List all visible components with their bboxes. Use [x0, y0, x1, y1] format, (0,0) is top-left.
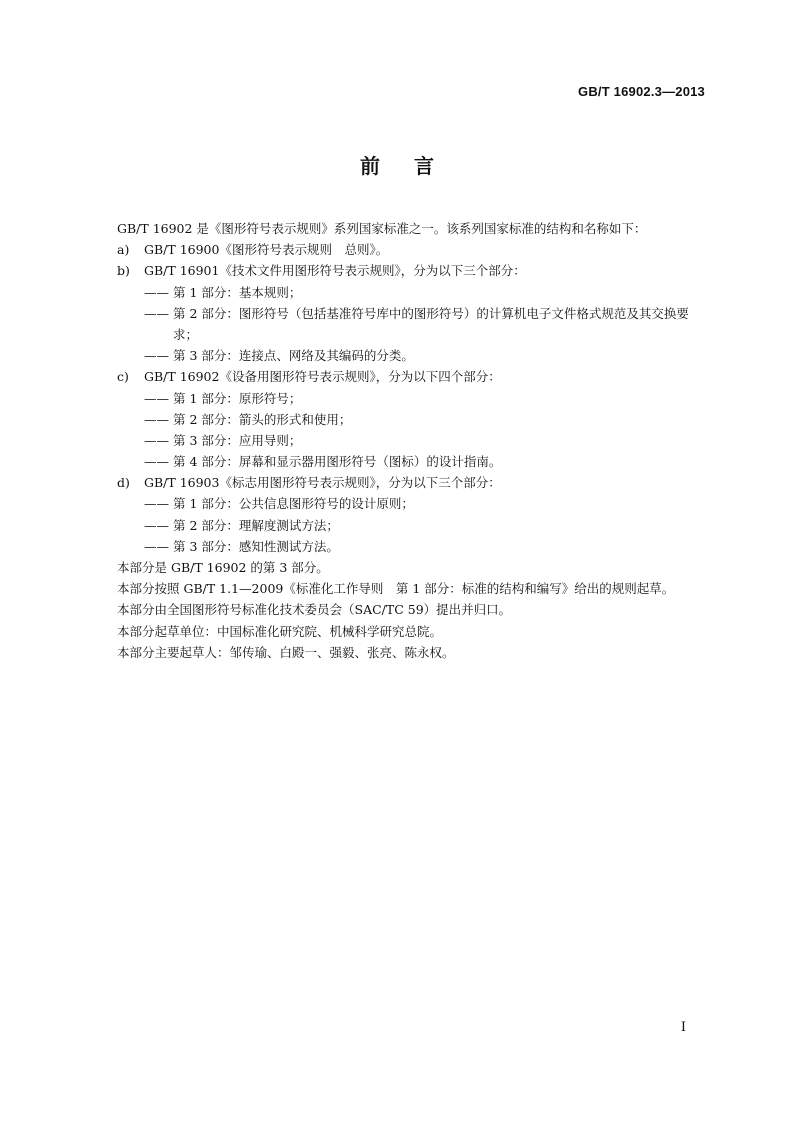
dash-mark: ——: [144, 411, 169, 427]
intro-paragraph: GB/T 16902 是《图形符号表示规则》系列国家标准之一。该系列国家标准的结构和名称如下：: [117, 221, 647, 236]
sub-item-text: 第 1 部分：原形符号；: [173, 390, 302, 406]
sub-item: [117, 303, 707, 345]
sub-item-text: 第 1 部分：公共信息图形符号的设计原则；: [173, 496, 414, 512]
dash-mark: ——: [144, 517, 169, 533]
sub-item-text: 第 2 部分：箭头的形式和使用；: [173, 411, 352, 427]
proposer-paragraph: 本部分由全国图形符号标准化技术委员会（SAC/TC 59）提出并归口。: [117, 602, 512, 618]
dash-mark: ——: [144, 284, 169, 300]
list-letter: c): [117, 369, 129, 385]
list-item-c: [117, 366, 707, 387]
sub-item: [117, 409, 707, 430]
dash-mark: ——: [144, 496, 169, 512]
dash-mark: ——: [144, 432, 169, 448]
list-text: GB/T 16902《设备用图形符号表示规则》，分为以下四个部分：: [144, 369, 501, 385]
dash-mark: ——: [144, 454, 169, 470]
sub-item-text: 第 3 部分：感知性测试方法。: [173, 538, 339, 554]
sub-item-text: 第 3 部分：连接点、网络及其编码的分类。: [173, 348, 414, 364]
dash-mark: ——: [144, 348, 169, 364]
page-title: 前言: [360, 154, 468, 178]
sub-item-text: 第 3 部分：应用导则；: [173, 432, 302, 448]
sub-item: [117, 493, 707, 514]
dash-mark: ——: [144, 390, 169, 406]
list-text: GB/T 16900《图形符号表示规则 总则》。: [144, 242, 389, 258]
sub-item: [117, 388, 707, 409]
sub-item-text: 第 2 部分：图形符号（包括基准符号库中的图形符号）的计算机电子文件格式规范及其交换要求；: [173, 305, 689, 342]
list-letter: d): [117, 475, 130, 491]
standard-code-header: GB/T 16902.3—2013: [578, 84, 705, 99]
sub-item: [117, 451, 707, 472]
list-letter: a): [117, 242, 130, 258]
sub-item: [117, 282, 707, 303]
list-item-d: [117, 472, 707, 493]
dash-mark: ——: [144, 305, 169, 321]
dash-mark: ——: [144, 538, 169, 554]
sub-item: [117, 430, 707, 451]
sub-item-text: 第 2 部分：理解度测试方法；: [173, 517, 339, 533]
drafters-paragraph: 本部分主要起草人：邹传瑜、白殿一、强毅、张亮、陈永权。: [117, 644, 455, 660]
sub-item: [117, 536, 707, 557]
list-item-a: [117, 239, 707, 260]
list-text: GB/T 16903《标志用图形符号表示规则》，分为以下三个部分：: [144, 475, 501, 491]
page-number: I: [680, 1020, 686, 1035]
foreword-body: [117, 218, 707, 663]
sub-item-text: 第 1 部分：基本规则；: [173, 284, 302, 300]
sub-item-text: 第 4 部分：屏幕和显示器用图形符号（图标）的设计指南。: [173, 454, 502, 470]
drafting-units-paragraph: 本部分起草单位：中国标准化研究院、机械科学研究总院。: [117, 623, 443, 639]
list-letter: b): [117, 263, 130, 279]
list-item-b: [117, 260, 707, 281]
sub-item: [117, 515, 707, 536]
list-text: GB/T 16901《技术文件用图形符号表示规则》，分为以下三个部分：: [144, 263, 526, 279]
drafting-rule-paragraph: 本部分按照 GB/T 1.1—2009《标准化工作导则 第 1 部分：标准的结构和编写》给出的规则起草。: [117, 581, 675, 597]
sub-item: [117, 345, 707, 366]
part-note-paragraph: 本部分是 GB/T 16902 的第 3 部分。: [117, 560, 329, 576]
